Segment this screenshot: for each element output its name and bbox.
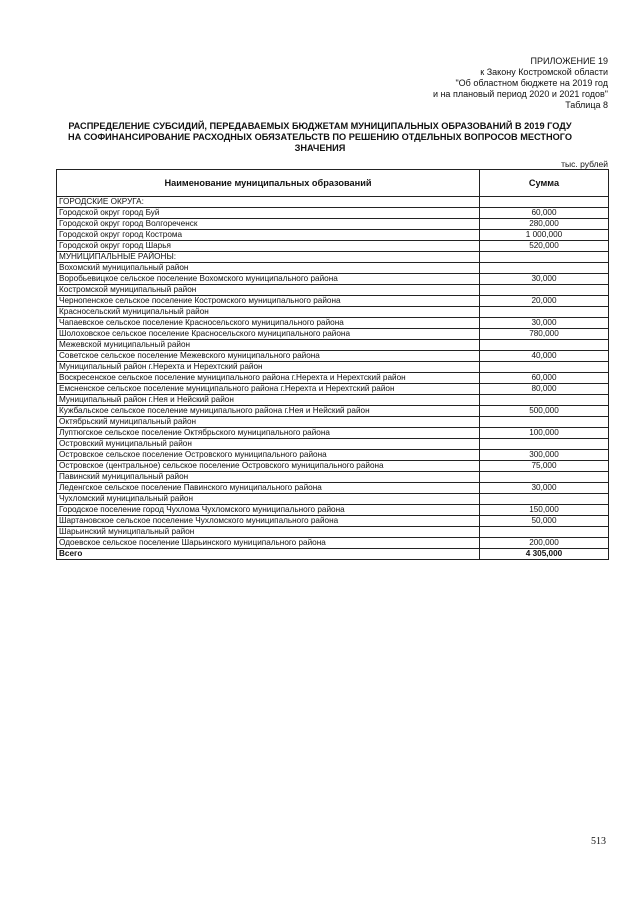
table-row	[57, 483, 609, 494]
title-line: НА СОФИНАНСИРОВАНИЕ РАСХОДНЫХ ОБЯЗАТЕЛЬСТВ ПО РЕШЕНИЮ ОТДЕЛЬНЫХ ВОПРОСОВ МЕСТНОГО	[67, 132, 573, 142]
table-row	[57, 263, 609, 274]
row-sum: 30,000	[480, 274, 609, 285]
table-row	[57, 395, 609, 406]
row-name: Кужбальское сельское поселение муниципального района г.Нея и Нейский район	[57, 406, 480, 417]
total-label: Всего	[57, 549, 480, 560]
row-sum: 520,000	[480, 241, 609, 252]
appendix-line: ПРИЛОЖЕНИЕ 19	[530, 56, 608, 66]
table-row	[57, 417, 609, 428]
appendix-line: и на плановый период 2020 и 2021 годов"	[432, 89, 608, 99]
table-row	[57, 318, 609, 329]
table-row	[57, 384, 609, 395]
row-sum: 150,000	[480, 505, 609, 516]
row-sum: 1 000,000	[480, 230, 609, 241]
table-row	[57, 450, 609, 461]
row-name: Островский муниципальный район	[57, 439, 480, 450]
subsidy-table	[56, 169, 609, 560]
row-name: Чапаевское сельское поселение Красносельского муниципального района	[57, 318, 480, 329]
table-row	[57, 208, 609, 219]
table-row	[57, 274, 609, 285]
row-sum	[480, 197, 609, 208]
table-row	[57, 241, 609, 252]
row-sum	[480, 395, 609, 406]
row-name: Шартановское сельское поселение Чухломского муниципального района	[57, 516, 480, 527]
page-number: 513	[591, 836, 606, 847]
row-name: Муниципальный район г.Нерехта и Нерехтский район	[57, 362, 480, 373]
row-sum	[480, 527, 609, 538]
row-sum: 20,000	[480, 296, 609, 307]
column-header-name: Наименование муниципальных образований	[57, 170, 480, 197]
row-sum: 300,000	[480, 450, 609, 461]
row-name: Чернопенское сельское поселение Костромского муниципального района	[57, 296, 480, 307]
table-row	[57, 219, 609, 230]
table-header-row	[57, 170, 609, 197]
row-name: Муниципальный район г.Нея и Нейский район	[57, 395, 480, 406]
table-row	[57, 340, 609, 351]
row-sum	[480, 263, 609, 274]
table-row	[57, 428, 609, 439]
row-sum: 280,000	[480, 219, 609, 230]
table-row	[57, 527, 609, 538]
row-sum: 75,000	[480, 461, 609, 472]
row-name: Октябрьский муниципальный район	[57, 417, 480, 428]
units-label: тыс. рублей	[561, 159, 608, 169]
row-name: Воскресенское сельское поселение муниципального района г.Нерехта и Нерехтский район	[57, 373, 480, 384]
table-row	[57, 197, 609, 208]
row-sum	[480, 472, 609, 483]
table-row	[57, 285, 609, 296]
table-row	[57, 439, 609, 450]
total-row	[57, 549, 609, 560]
row-sum	[480, 494, 609, 505]
table-row	[57, 307, 609, 318]
row-name: Павинский муниципальный район	[57, 472, 480, 483]
table-row	[57, 461, 609, 472]
table-row	[57, 230, 609, 241]
column-header-sum: Сумма	[480, 170, 609, 197]
table-row	[57, 494, 609, 505]
table-row	[57, 516, 609, 527]
row-sum: 30,000	[480, 318, 609, 329]
row-sum: 50,000	[480, 516, 609, 527]
table-row	[57, 329, 609, 340]
row-name: Одоевское сельское поселение Шарьинского муниципального района	[57, 538, 480, 549]
row-sum	[480, 439, 609, 450]
row-sum	[480, 340, 609, 351]
table-row	[57, 373, 609, 384]
row-name: Воробьевицкое сельское поселение Вохомского муниципального района	[57, 274, 480, 285]
row-name: Городской округ город Волгореченск	[57, 219, 480, 230]
row-name: Межевской муниципальный район	[57, 340, 480, 351]
table-row	[57, 538, 609, 549]
row-name: Луптюгское сельское поселение Октябрьского муниципального района	[57, 428, 480, 439]
row-name: Городской округ город Кострома	[57, 230, 480, 241]
table-row	[57, 362, 609, 373]
row-name: Городской округ город Шарья	[57, 241, 480, 252]
row-sum	[480, 362, 609, 373]
table-body	[57, 197, 609, 549]
document-title	[40, 121, 600, 154]
row-name: ГОРОДСКИЕ ОКРУГА:	[57, 197, 480, 208]
row-sum: 60,000	[480, 208, 609, 219]
row-sum	[480, 252, 609, 263]
title-line: РАСПРЕДЕЛЕНИЕ СУБСИДИЙ, ПЕРЕДАВАЕМЫХ БЮДЖЕТАМ МУНИЦИПАЛЬНЫХ ОБРАЗОВАНИЙ В 2019 ГОДУ	[68, 121, 572, 131]
row-sum	[480, 285, 609, 296]
row-sum: 500,000	[480, 406, 609, 417]
appendix-header	[433, 56, 608, 111]
row-name: МУНИЦИПАЛЬНЫЕ РАЙОНЫ:	[57, 252, 480, 263]
appendix-line: к Закону Костромской области	[480, 67, 608, 77]
row-sum: 40,000	[480, 351, 609, 362]
row-sum	[480, 417, 609, 428]
row-name: Шарьинский муниципальный район	[57, 527, 480, 538]
row-name: Островское сельское поселение Островского муниципального района	[57, 450, 480, 461]
row-name: Вохомский муниципальный район	[57, 263, 480, 274]
row-name: Чухломский муниципальный район	[57, 494, 480, 505]
row-sum: 780,000	[480, 329, 609, 340]
row-name: Городской округ город Буй	[57, 208, 480, 219]
row-name: Шолоховское сельское поселение Красносельского муниципального района	[57, 329, 480, 340]
row-name: Советское сельское поселение Межевского муниципального района	[57, 351, 480, 362]
row-sum: 100,000	[480, 428, 609, 439]
row-name: Емсненское сельское поселение муниципального района г.Нерехта и Нерехтский район	[57, 384, 480, 395]
row-sum: 80,000	[480, 384, 609, 395]
row-name: Городское поселение город Чухлома Чухломского муниципального района	[57, 505, 480, 516]
row-sum: 200,000	[480, 538, 609, 549]
row-name: Костромской муниципальный район	[57, 285, 480, 296]
table-row	[57, 296, 609, 307]
row-name: Красносельский муниципальный район	[57, 307, 480, 318]
table-row	[57, 472, 609, 483]
appendix-line: "Об областном бюджете на 2019 год	[455, 78, 608, 88]
total-sum: 4 305,000	[480, 549, 609, 560]
table-row	[57, 252, 609, 263]
row-sum: 30,000	[480, 483, 609, 494]
row-name: Леденгское сельское поселение Павинского муниципального района	[57, 483, 480, 494]
table-row	[57, 406, 609, 417]
row-name: Островское (центральное) сельское поселение Островского муниципального района	[57, 461, 480, 472]
title-line: ЗНАЧЕНИЯ	[294, 143, 346, 153]
table-row	[57, 505, 609, 516]
row-sum: 60,000	[480, 373, 609, 384]
table-row	[57, 351, 609, 362]
table-number: Таблица 8	[565, 100, 608, 110]
row-sum	[480, 307, 609, 318]
